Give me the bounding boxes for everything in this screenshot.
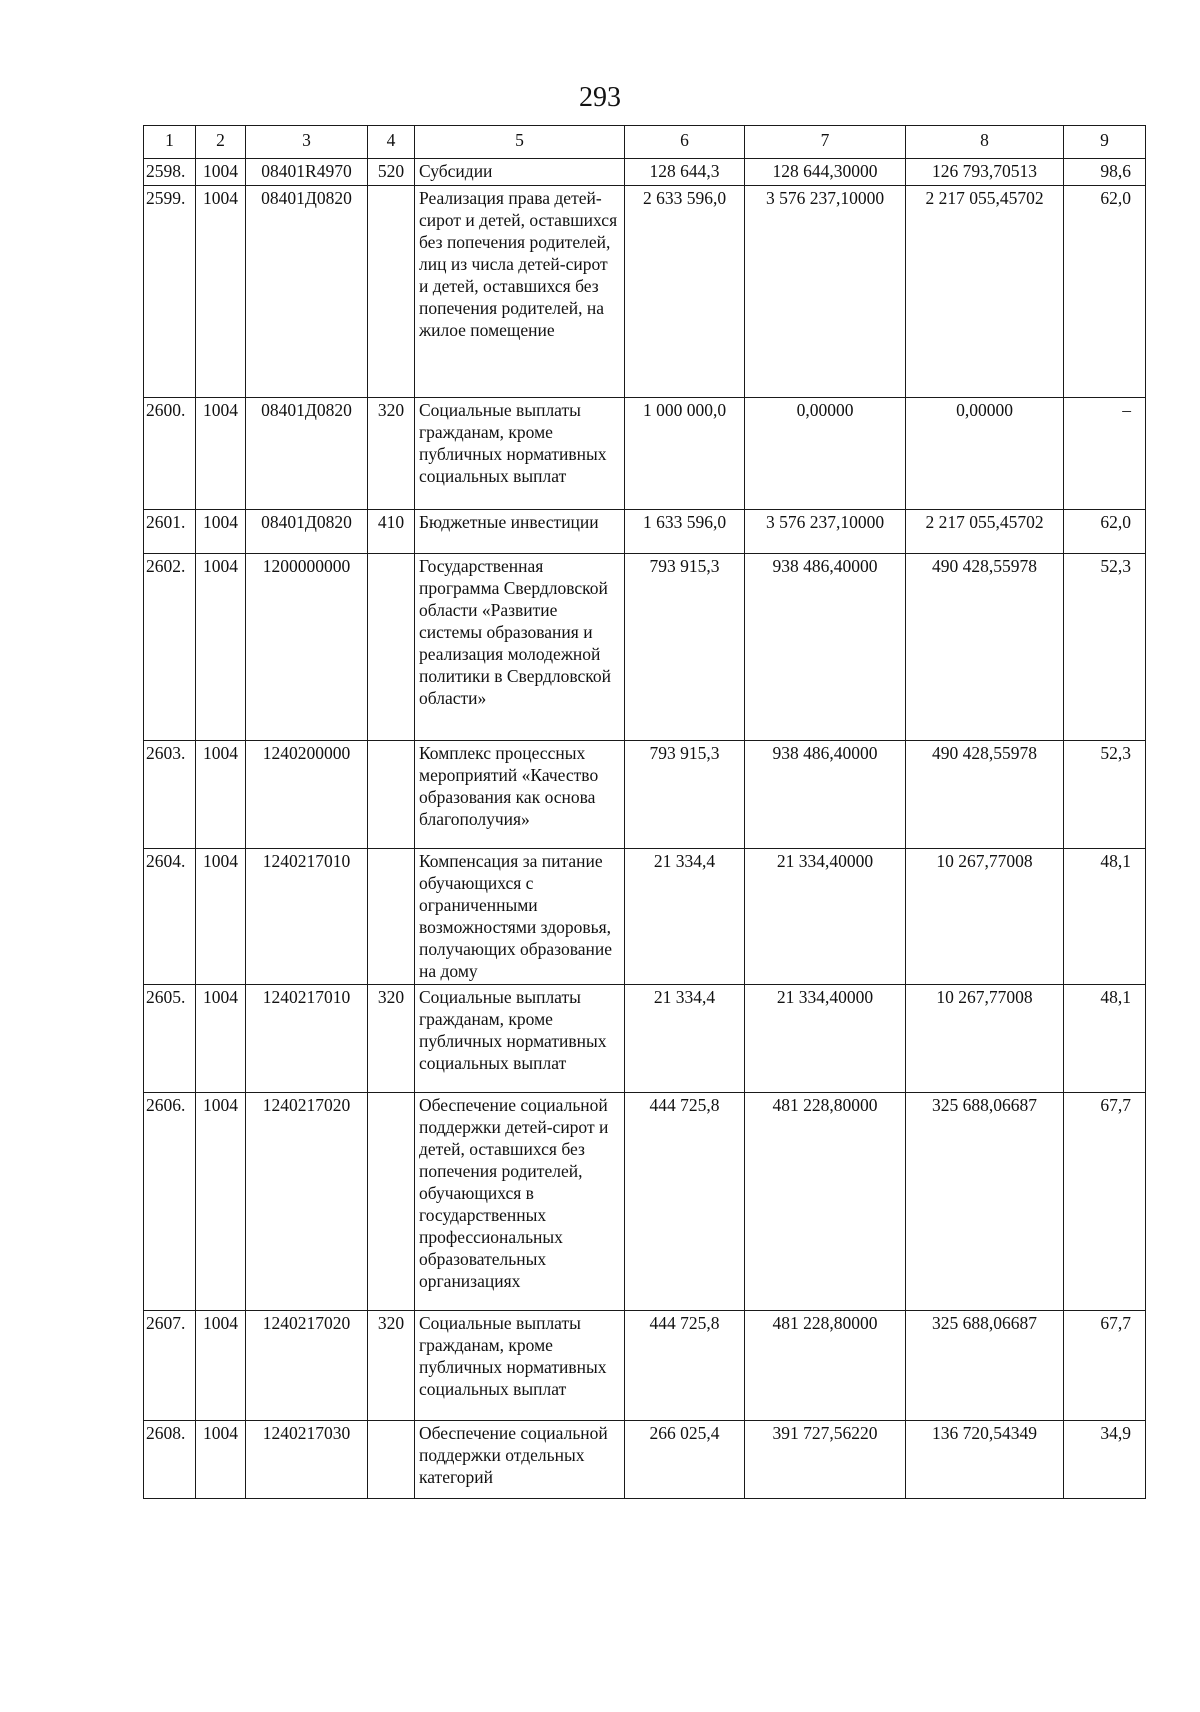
row-number-cell: 2599. xyxy=(144,186,196,398)
expense-type-cell: 520 xyxy=(368,159,415,186)
planned-amount-cell: 266 025,4 xyxy=(625,1421,745,1499)
planned-amount-cell: 793 915,3 xyxy=(625,554,745,741)
execution-percent-cell: 52,3 xyxy=(1064,741,1146,849)
target-code-cell: 1240200000 xyxy=(246,741,368,849)
approved-amount-cell: 391 727,56220 xyxy=(745,1421,906,1499)
approved-amount-cell: 938 486,40000 xyxy=(745,554,906,741)
row-number-cell: 2608. xyxy=(144,1421,196,1499)
approved-amount-cell: 481 228,80000 xyxy=(745,1311,906,1421)
column-header: 9 xyxy=(1064,126,1146,159)
item-name-cell: Компенсация за питание обучающихся с ограниченными возможностями здоровья, получающих образование на дому xyxy=(415,849,625,985)
execution-percent-cell: 34,9 xyxy=(1064,1421,1146,1499)
expense-type-cell xyxy=(368,849,415,985)
expense-type-cell xyxy=(368,1421,415,1499)
target-code-cell: 1240217020 xyxy=(246,1311,368,1421)
approved-amount-cell: 3 576 237,10000 xyxy=(745,186,906,398)
table-row xyxy=(144,849,1146,985)
item-name-cell: Реализация права детей-сирот и детей, оставшихся без попечения родителей, лиц из числа детей-сирот и детей, оставшихся без попечения родителей, на жилое помещение xyxy=(415,186,625,398)
item-name-cell: Социальные выплаты гражданам, кроме публичных нормативных социальных выплат xyxy=(415,985,625,1093)
table-row xyxy=(144,1311,1146,1421)
row-number-cell: 2605. xyxy=(144,985,196,1093)
planned-amount-cell: 2 633 596,0 xyxy=(625,186,745,398)
expense-type-cell: 410 xyxy=(368,510,415,554)
section-code-cell: 1004 xyxy=(196,398,246,510)
execution-percent-cell: 48,1 xyxy=(1064,985,1146,1093)
row-number-cell: 2607. xyxy=(144,1311,196,1421)
column-header: 7 xyxy=(745,126,906,159)
executed-amount-cell: 2 217 055,45702 xyxy=(906,510,1064,554)
item-name-cell: Государственная программа Свердловской области «Развитие системы образования и реализация молодежной политики в Свердловской области» xyxy=(415,554,625,741)
section-code-cell: 1004 xyxy=(196,510,246,554)
item-name-cell: Комплекс процессных мероприятий «Качество образования как основа благополучия» xyxy=(415,741,625,849)
target-code-cell: 1240217010 xyxy=(246,849,368,985)
row-number-cell: 2602. xyxy=(144,554,196,741)
executed-amount-cell: 10 267,77008 xyxy=(906,985,1064,1093)
approved-amount-cell: 21 334,40000 xyxy=(745,849,906,985)
table-row xyxy=(144,1093,1146,1311)
section-code-cell: 1004 xyxy=(196,1093,246,1311)
executed-amount-cell: 0,00000 xyxy=(906,398,1064,510)
approved-amount-cell: 21 334,40000 xyxy=(745,985,906,1093)
row-number-cell: 2604. xyxy=(144,849,196,985)
section-code-cell: 1004 xyxy=(196,849,246,985)
planned-amount-cell: 1 000 000,0 xyxy=(625,398,745,510)
planned-amount-cell: 128 644,3 xyxy=(625,159,745,186)
table-row xyxy=(144,398,1146,510)
row-number-cell: 2606. xyxy=(144,1093,196,1311)
row-number-cell: 2603. xyxy=(144,741,196,849)
column-header: 4 xyxy=(368,126,415,159)
budget-table xyxy=(143,125,1146,1499)
planned-amount-cell: 1 633 596,0 xyxy=(625,510,745,554)
planned-amount-cell: 444 725,8 xyxy=(625,1311,745,1421)
expense-type-cell xyxy=(368,741,415,849)
target-code-cell: 1200000000 xyxy=(246,554,368,741)
execution-percent-cell: 62,0 xyxy=(1064,510,1146,554)
column-header: 6 xyxy=(625,126,745,159)
target-code-cell: 1240217010 xyxy=(246,985,368,1093)
executed-amount-cell: 325 688,06687 xyxy=(906,1311,1064,1421)
planned-amount-cell: 21 334,4 xyxy=(625,985,745,1093)
executed-amount-cell: 490 428,55978 xyxy=(906,741,1064,849)
section-code-cell: 1004 xyxy=(196,159,246,186)
executed-amount-cell: 325 688,06687 xyxy=(906,1093,1064,1311)
section-code-cell: 1004 xyxy=(196,985,246,1093)
item-name-cell: Социальные выплаты гражданам, кроме публичных нормативных социальных выплат xyxy=(415,1311,625,1421)
table-row xyxy=(144,159,1146,186)
approved-amount-cell: 481 228,80000 xyxy=(745,1093,906,1311)
approved-amount-cell: 128 644,30000 xyxy=(745,159,906,186)
column-header: 8 xyxy=(906,126,1064,159)
section-code-cell: 1004 xyxy=(196,1421,246,1499)
item-name-cell: Обеспечение социальной поддержки детей-сирот и детей, оставшихся без попечения родителей, обучающихся в государственных профессиональных образовательных организациях xyxy=(415,1093,625,1311)
target-code-cell: 1240217020 xyxy=(246,1093,368,1311)
approved-amount-cell: 0,00000 xyxy=(745,398,906,510)
target-code-cell: 08401R4970 xyxy=(246,159,368,186)
expense-type-cell: 320 xyxy=(368,398,415,510)
row-number-cell: 2600. xyxy=(144,398,196,510)
executed-amount-cell: 10 267,77008 xyxy=(906,849,1064,985)
section-code-cell: 1004 xyxy=(196,186,246,398)
section-code-cell: 1004 xyxy=(196,554,246,741)
section-code-cell: 1004 xyxy=(196,741,246,849)
target-code-cell: 08401Д0820 xyxy=(246,186,368,398)
item-name-cell: Социальные выплаты гражданам, кроме публичных нормативных социальных выплат xyxy=(415,398,625,510)
item-name-cell: Бюджетные инвестиции xyxy=(415,510,625,554)
item-name-cell: Обеспечение социальной поддержки отдельных категорий xyxy=(415,1421,625,1499)
expense-type-cell: 320 xyxy=(368,1311,415,1421)
executed-amount-cell: 2 217 055,45702 xyxy=(906,186,1064,398)
planned-amount-cell: 444 725,8 xyxy=(625,1093,745,1311)
table-row xyxy=(144,1421,1146,1499)
executed-amount-cell: 126 793,70513 xyxy=(906,159,1064,186)
table-row xyxy=(144,554,1146,741)
column-header: 2 xyxy=(196,126,246,159)
table-row xyxy=(144,741,1146,849)
execution-percent-cell: 62,0 xyxy=(1064,186,1146,398)
expense-type-cell xyxy=(368,1093,415,1311)
planned-amount-cell: 21 334,4 xyxy=(625,849,745,985)
page-number: 293 xyxy=(579,82,621,113)
table-row xyxy=(144,186,1146,398)
executed-amount-cell: 136 720,54349 xyxy=(906,1421,1064,1499)
approved-amount-cell: 3 576 237,10000 xyxy=(745,510,906,554)
target-code-cell: 08401Д0820 xyxy=(246,510,368,554)
column-header: 5 xyxy=(415,126,625,159)
execution-percent-cell: 98,6 xyxy=(1064,159,1146,186)
header-row xyxy=(144,126,1146,159)
planned-amount-cell: 793 915,3 xyxy=(625,741,745,849)
row-number-cell: 2601. xyxy=(144,510,196,554)
execution-percent-cell: 67,7 xyxy=(1064,1311,1146,1421)
approved-amount-cell: 938 486,40000 xyxy=(745,741,906,849)
executed-amount-cell: 490 428,55978 xyxy=(906,554,1064,741)
execution-percent-cell: – xyxy=(1064,398,1146,510)
execution-percent-cell: 52,3 xyxy=(1064,554,1146,741)
target-code-cell: 1240217030 xyxy=(246,1421,368,1499)
table-row xyxy=(144,985,1146,1093)
execution-percent-cell: 67,7 xyxy=(1064,1093,1146,1311)
target-code-cell: 08401Д0820 xyxy=(246,398,368,510)
table-row xyxy=(144,510,1146,554)
expense-type-cell xyxy=(368,186,415,398)
column-header: 3 xyxy=(246,126,368,159)
column-header: 1 xyxy=(144,126,196,159)
item-name-cell: Субсидии xyxy=(415,159,625,186)
section-code-cell: 1004 xyxy=(196,1311,246,1421)
expense-type-cell: 320 xyxy=(368,985,415,1093)
expense-type-cell xyxy=(368,554,415,741)
execution-percent-cell: 48,1 xyxy=(1064,849,1146,985)
row-number-cell: 2598. xyxy=(144,159,196,186)
